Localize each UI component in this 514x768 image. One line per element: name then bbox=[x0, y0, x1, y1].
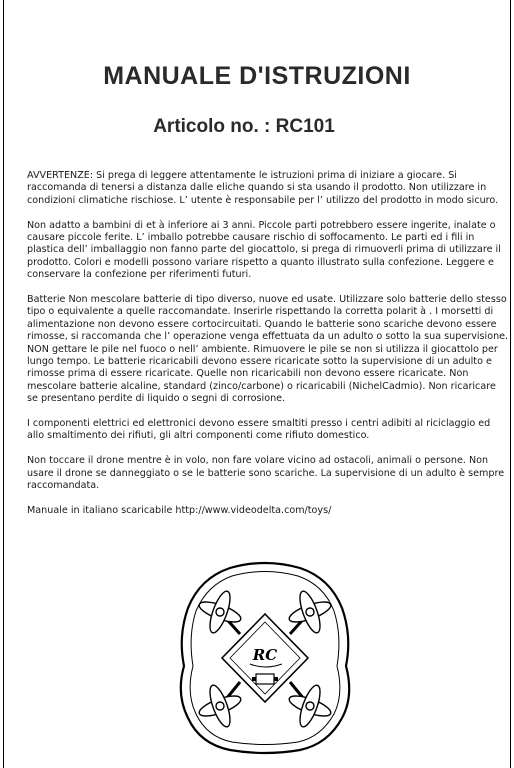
propeller-rear-right bbox=[287, 683, 333, 729]
page-border-right bbox=[510, 0, 511, 768]
age-warning-paragraph: Non adatto a bambini di et à inferiore ai 3 anni. Piccole parti potrebbero essere ingerite, inalate o causare piccole ferite. L’ imballo potrebbe causare rischio di soffocamento. Le parti ed i fili in plastica dell’ imballaggio non fanno parte del giocattolo, si prega di rimuoverli prima di utilizzare il prodotto. Colori e modelli possono variare rispetto a quanto illustrato sulla confezione. Leggere e conservare la confezione per riferimenti futuri. bbox=[27, 219, 501, 281]
document-title: MANUALE D'ISTRUZIONI bbox=[103, 62, 411, 90]
quadcopter-drone-icon bbox=[170, 556, 360, 756]
download-link-paragraph: Manuale in italiano scaricabile http://www.videodelta.com/toys/ bbox=[27, 504, 332, 516]
disposal-paragraph: I componenti elettrici ed elettronici devono essere smaltiti presso i centri adibiti al riciclaggio ed allo smaltimento dei rifiuti, gli altri componenti come rifiuto domestico. bbox=[27, 418, 491, 442]
propeller-rear-left bbox=[197, 683, 243, 729]
document-body bbox=[27, 170, 509, 530]
usage-paragraph: Non toccare il drone mentre è in volo, non fare volare vicino ad ostacoli, animali o persone. Non usare il drone se danneggiato o se le batterie sono scariche. La supervisione di un adulto è sempre raccomandata. bbox=[27, 455, 505, 492]
warnings-paragraph: AVVERTENZE: Si prega di leggere attentamente le istruzioni prima di iniziare a giocare. Si raccomanda di tenersi a distanza dalle eliche quando si sta usando il prodotto. Non utilizzare in condizioni climatiche rischiose. L’ utente è responsabile per l’ utilizzo del prodotto in modo sicuro. bbox=[27, 170, 499, 206]
article-number: Articolo no. : RC101 bbox=[153, 116, 335, 137]
drone-logo: RC bbox=[252, 646, 278, 664]
battery-hatch bbox=[256, 674, 274, 684]
batteries-paragraph: Batterie Non mescolare batterie di tipo diverso, nuove ed usate. Utilizzare solo batterie dello stesso tipo o equivalente a quelle raccomandate. Inserirle rispettando la corretta polarit à . I morsetti di alimentazione non devono essere cortocircuitati. Quando le batterie sono scariche devono essere rimosse, si raccomanda che l’ operazione venga effettuata da un adulto o sotto la sua supervisione. NON gettare le pile nel fuoco o nell’ ambiente. Rimuovere le pile se non si utilizza il giocattolo per lungo tempo. Le batterie ricaricabili devono essere ricaricate sotto la supervisione di un adulto e rimosse prima di essere ricaricate. Quelle non ricaricabili non devono essere ricaricate. Non mescolare batterie alcaline, standard (zinco/carbone) o ricaricabili (NichelCadmio). Non ricaricare se presentano perdite di liquido o segni di corrosione. bbox=[27, 294, 509, 405]
